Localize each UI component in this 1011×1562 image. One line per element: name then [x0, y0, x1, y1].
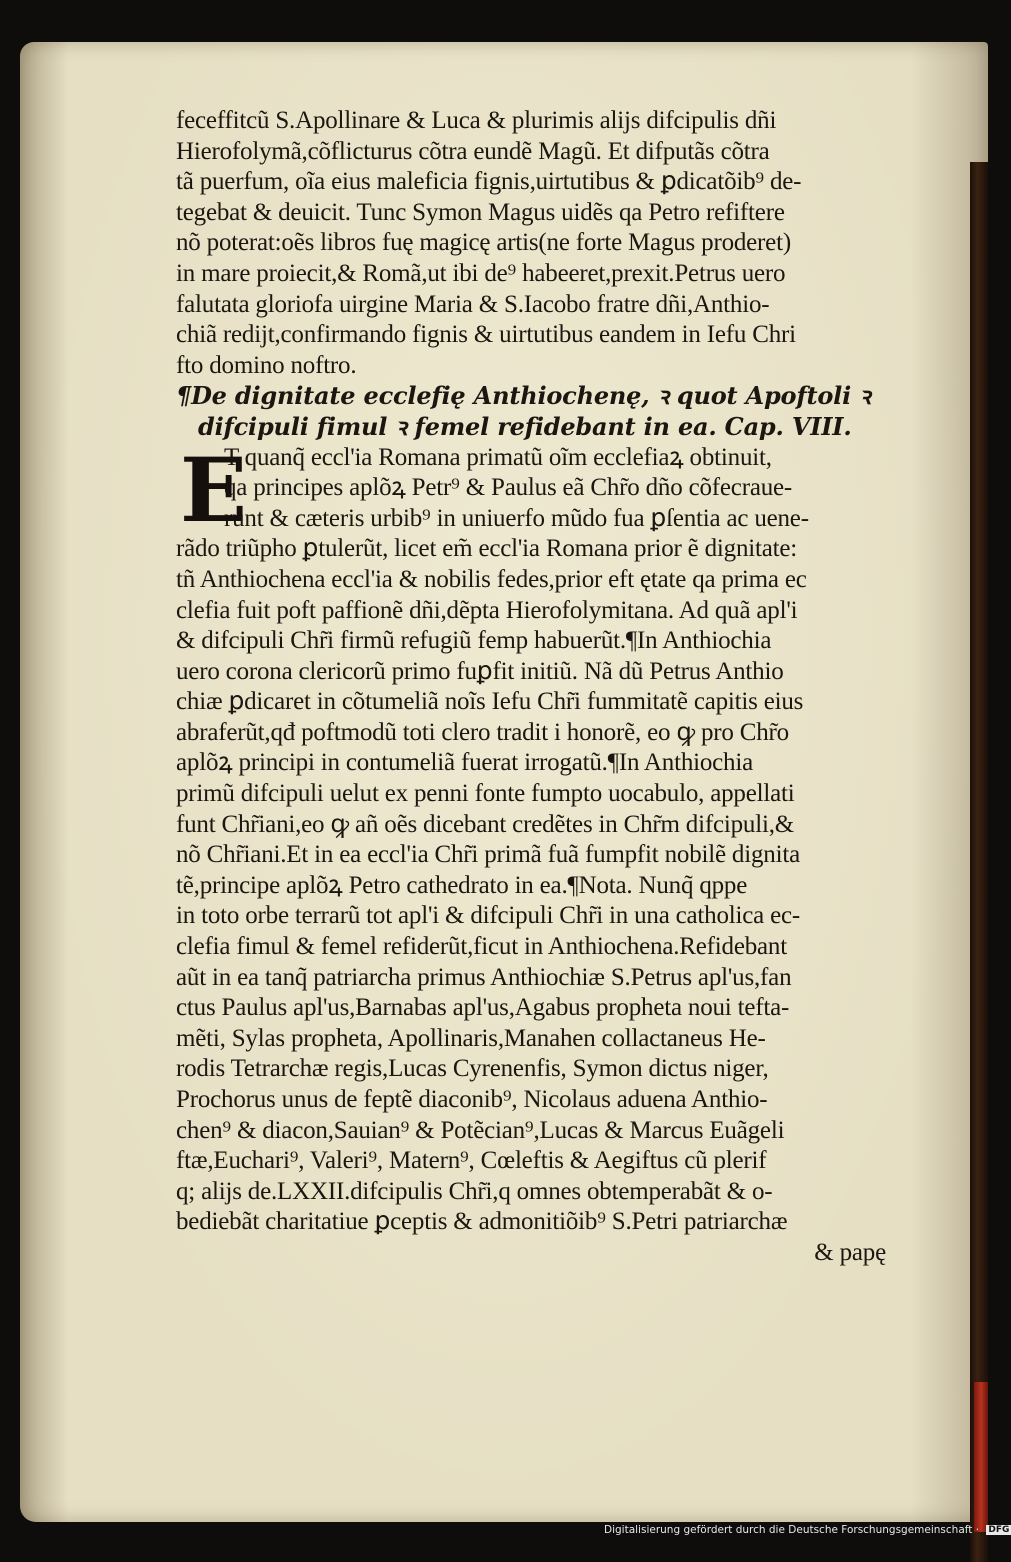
drop-capital: E: [180, 438, 248, 542]
text-line: uero corona clericorũ primo fuꝑfit initiũ. Nã dũ Petrus Anthio: [176, 657, 784, 685]
text-line: clefia fimul & femel refiderũt,ficut in Anthiochena.Refidebant: [176, 933, 787, 961]
text-line: feceffitcũ S.Apollinare & Luca & plurimis alijs difcipulis dñi: [176, 107, 777, 134]
text-line: T quanq̃ eccl'ia Romana primatũ oĩm ecclefiaꝝ obtinuit,: [224, 443, 772, 471]
footer-text: Digitalisierung gefördert durch die Deutsche Forschungsgemeinschaft ·: [604, 1524, 980, 1536]
chapter-heading-line: ¶De dignitate ecclefię Anthiochenę, ꝛ quot Apoftoli ꝛ: [176, 381, 871, 411]
text-line: Prochorus unus de feptẽ diaconib⁹, Nicolaus aduena Anthio-: [176, 1086, 768, 1113]
text-line: qa principes aplõꝝ Petr⁹ & Paulus eã Chr̃o dño cõfecraue-: [224, 474, 793, 502]
text-line: aũt in ea tanq̃ patriarcha primus Anthiochiæ S.Petrus apl'us,fan: [176, 963, 792, 991]
text-line: ftæ,Euchari⁹, Valeri⁹, Matern⁹, Cœleftis & Aegiftus cũ plerif: [176, 1147, 767, 1175]
text-line: in mare proiecit,& Romã,ut ibi de⁹ habeeret,prexit.Petrus uero: [176, 259, 786, 287]
text-line: chiæ ꝑdicaret in cõtumeliã noĩs Iefu Chr̃i fummitatẽ capitis eius: [176, 688, 804, 716]
page-edge: [970, 162, 988, 1562]
text-line: primũ difcipuli uelut ex penni fonte fumpto uocabulo, appellati: [176, 780, 795, 808]
text-line: falutata gloriofa uirgine Maria & S.Iacobo fratre dñi,Anthio-: [176, 290, 770, 318]
red-bookmark-tab: [974, 1382, 988, 1532]
text-line: Hierofolymã,cõflicturus cõtra eundẽ Magũ. Et difputãs cõtra: [176, 137, 770, 165]
text-line: runt & cæteris urbib⁹ in uniuerfo mũdo fua ꝑſentia ac uene-: [224, 504, 809, 532]
catchword: & papę: [814, 1238, 886, 1266]
text-line: fto domino noftro.: [176, 351, 357, 379]
text-line: rãdo triũpho ꝑtulerũt, licet em̃ eccl'ia Romana prior ẽ dignitate:: [176, 535, 798, 563]
text-line: clefia fuit poft paffionẽ dñi,dẽpta Hierofolymitana. Ad quã apl'i: [176, 596, 798, 624]
text-line: in toto orbe terrarũ tot apl'i & difcipuli Chr̃i in una catholica ec-: [176, 902, 801, 930]
text-line: tẽ,principe aplõꝝ Petro cathedrato in ea.¶Nota. Nunq̃ qppe: [176, 871, 748, 899]
dfg-logo: DFG: [988, 1525, 1010, 1535]
text-line: funt Chr̃iani,eo ꝙ añ oẽs dicebant credẽtes in Chr̃m difcipuli,&: [176, 810, 795, 838]
text-line: q; alijs de.LXXII.difcipulis Chr̃i,q omnes obtemperabãt & o-: [176, 1177, 773, 1205]
text-line: aplõꝝ principi in contumeliã fuerat irrogatũ.¶In Anthiochia: [176, 749, 754, 777]
footer-credit: [604, 1524, 1011, 1536]
text-line: rodis Tetrarchæ regis,Lucas Cyrenenfis, Symon dictus niger,: [176, 1055, 769, 1083]
text-line: ctus Paulus apl'us,Barnabas apl'us,Agabus propheta noui tefta-: [176, 994, 790, 1022]
text-line: chiã redijt,confirmando fignis & uirtutibus eandem in Iefu Chri: [176, 321, 796, 349]
text-line: bediebãt charitatiue ꝑceptis & admonitiõib⁹ S.Petri patriarchæ: [176, 1208, 788, 1236]
text-line: tegebat & deuicit. Tunc Symon Magus uidẽs qa Petro refiftere: [176, 198, 785, 226]
chapter-heading-line: difcipuli fimul ꝛ femel refidebant in ea. Cap. VIII.: [198, 411, 852, 441]
text-line: chen⁹ & diacon,Sauian⁹ & Potẽcian⁹,Lucas & Marcus Euãgeli: [176, 1116, 785, 1144]
text-line: nõ Chr̃iani.Et in ea eccl'ia Chr̃i primã fuã fumpfit nobilẽ dignita: [176, 841, 800, 869]
text-line: nõ poterat:oẽs libros fuę magicę artis(ne forte Magus proderet): [176, 229, 791, 257]
page-text-block: [176, 106, 896, 1269]
text-line: abraferũt,qđ poftmodũ toti clero tradit i honorẽ, eo ꝙ pro Chr̃o: [176, 718, 789, 746]
text-line: tñ Anthiochena eccl'ia & nobilis fedes,prior eft ętate qa prima ec: [176, 565, 807, 593]
text-line: mẽti, Sylas propheta, Apollinaris,Manahen collactaneus He-: [176, 1024, 766, 1052]
text-line: tã puerfum, oĩa eius maleficia fignis,uirtutibus & ꝑdicatõib⁹ de-: [176, 168, 802, 196]
text-line: & difcipuli Chr̃i firmũ refugiũ femp habuerũt.¶In Anthiochia: [176, 627, 772, 655]
